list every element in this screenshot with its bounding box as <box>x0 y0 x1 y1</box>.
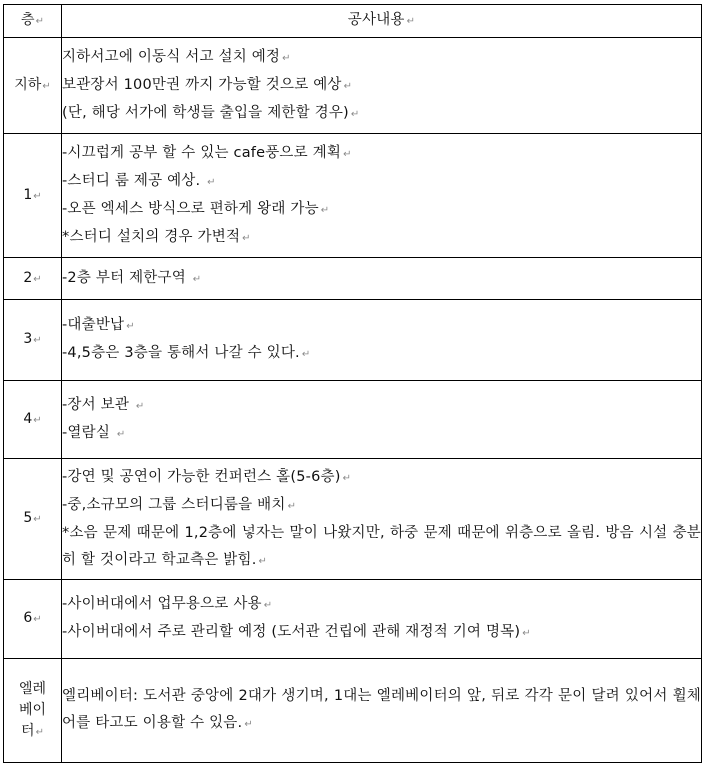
content-line: -2층 부터 제한구역 ↵ <box>62 265 701 293</box>
content-header-label: 공사내용 <box>347 12 405 28</box>
content-line: -4,5층은 3층을 통해서 나갈 수 있다. ↵ <box>62 340 701 368</box>
table-row <box>4 38 702 134</box>
table-header-row <box>4 5 702 38</box>
content-line: -장서 보관 ↵ <box>62 392 701 420</box>
floor-label: 4 <box>23 410 33 427</box>
paragraph-mark-icon <box>136 401 145 412</box>
content-line: -시끄럽게 공부 할 수 있는 cafe풍으로 계획 ↵ <box>62 140 701 168</box>
paragraph-mark-icon <box>33 274 41 285</box>
table-row <box>4 459 702 580</box>
content-line: 보관장서 100만권 까지 가능할 것으로 예상 ↵ <box>62 72 701 100</box>
floor-cell <box>4 459 62 580</box>
table-row <box>4 580 702 659</box>
paragraph-mark-icon <box>242 233 251 244</box>
floor-label: 2 <box>23 269 33 286</box>
paragraph-mark-icon <box>33 514 41 525</box>
content-line: (단, 해당 서가에 학생들 출입을 제한할 경우) ↵ <box>62 100 701 128</box>
floor-cell <box>4 659 62 763</box>
paragraph-mark-icon <box>117 429 126 440</box>
table-row <box>4 381 702 459</box>
paragraph-mark-icon <box>351 109 360 120</box>
floor-label: 3 <box>23 331 33 347</box>
floor-cell <box>4 258 62 300</box>
content-line: -강연 및 공연이 가능한 컨퍼런스 홀(5-6층) ↵ <box>62 464 701 492</box>
floor-cell <box>4 300 62 381</box>
content-line: *소음 문제 때문에 1,2층에 넣자는 말이 나왔지만, 하중 문제 때문에 위층으로 올림. 방음 시설 충분히 할 것이라고 학교측은 밝힘. ↵ <box>62 520 701 575</box>
content-line: -중,소규모의 그룹 스터디룸을 배치 ↵ <box>62 492 701 520</box>
floor-label: 1 <box>23 186 33 203</box>
content-cell <box>62 258 702 300</box>
floor-cell <box>4 381 62 459</box>
table-row <box>4 258 702 300</box>
floor-cell <box>4 580 62 659</box>
paragraph-mark-icon <box>343 149 352 160</box>
content-line: -스터디 룸 제공 예상. ↵ <box>62 168 701 196</box>
content-cell <box>62 580 702 659</box>
content-cell <box>62 381 702 459</box>
content-cell <box>62 134 702 258</box>
floor-cell <box>4 38 62 134</box>
paragraph-mark-icon <box>407 16 416 27</box>
paragraph-mark-icon <box>522 628 531 639</box>
floor-label-line: 터 ↵ <box>4 721 61 743</box>
paragraph-mark-icon <box>288 501 297 512</box>
content-cell <box>62 38 702 134</box>
content-cell <box>62 300 702 381</box>
table-row <box>4 659 702 763</box>
floor-header-label: 층 <box>21 12 35 28</box>
paragraph-mark-icon <box>33 191 41 202</box>
floor-label: 5 <box>23 510 33 526</box>
paragraph-mark-icon <box>302 349 311 360</box>
paragraph-mark-icon <box>264 600 273 611</box>
content-line: -오픈 엑세스 방식으로 편하게 왕래 가능 ↵ <box>62 196 701 224</box>
paragraph-mark-icon <box>282 53 291 64</box>
content-line: 지하서고에 이동식 서고 설치 예정 ↵ <box>62 44 701 72</box>
paragraph-mark-icon <box>36 727 44 738</box>
paragraph-mark-icon <box>244 719 253 730</box>
floor-cell <box>4 134 62 258</box>
floor-label: 지하 <box>14 76 42 93</box>
paragraph-mark-icon <box>207 177 216 188</box>
construction-table <box>3 4 702 763</box>
paragraph-mark-icon <box>33 614 41 625</box>
floor-label: 6 <box>23 610 33 626</box>
floor-label-line: 엘레 <box>18 680 47 697</box>
paragraph-mark-icon <box>126 321 135 332</box>
paragraph-mark-icon <box>33 335 41 346</box>
content-cell <box>62 459 702 580</box>
content-line: -사이버대에서 주로 관리할 예정 (도서관 건립에 관해 재정적 기여 명목) ↵ <box>62 619 701 647</box>
floor-label-line: 베이 <box>18 701 47 718</box>
paragraph-mark-icon <box>343 473 352 484</box>
paragraph-mark-icon <box>193 274 202 285</box>
paragraph-mark-icon <box>36 16 44 27</box>
content-line: -대출반납 ↵ <box>62 312 701 340</box>
content-line: 엘리베이터: 도서관 중앙에 2대가 생기며, 1대는 엘레베이터의 앞, 뒤로 각각 문이 달려 있어서 휠체어를 타고도 이용할 수 있음. ↵ <box>62 683 701 738</box>
table-row <box>4 134 702 258</box>
paragraph-mark-icon <box>344 81 353 92</box>
table-row <box>4 300 702 381</box>
paragraph-mark-icon <box>259 556 268 567</box>
content-header-cell <box>62 5 702 38</box>
content-cell <box>62 659 702 763</box>
content-line: -사이버대에서 업무용으로 사용 ↵ <box>62 591 701 619</box>
content-line: *스터디 설치의 경우 가변적 ↵ <box>62 224 701 252</box>
floor-header-cell <box>4 5 62 38</box>
paragraph-mark-icon <box>33 415 41 426</box>
content-line: -열람실 ↵ <box>62 420 701 448</box>
paragraph-mark-icon <box>321 205 330 216</box>
paragraph-mark-icon <box>42 81 50 92</box>
